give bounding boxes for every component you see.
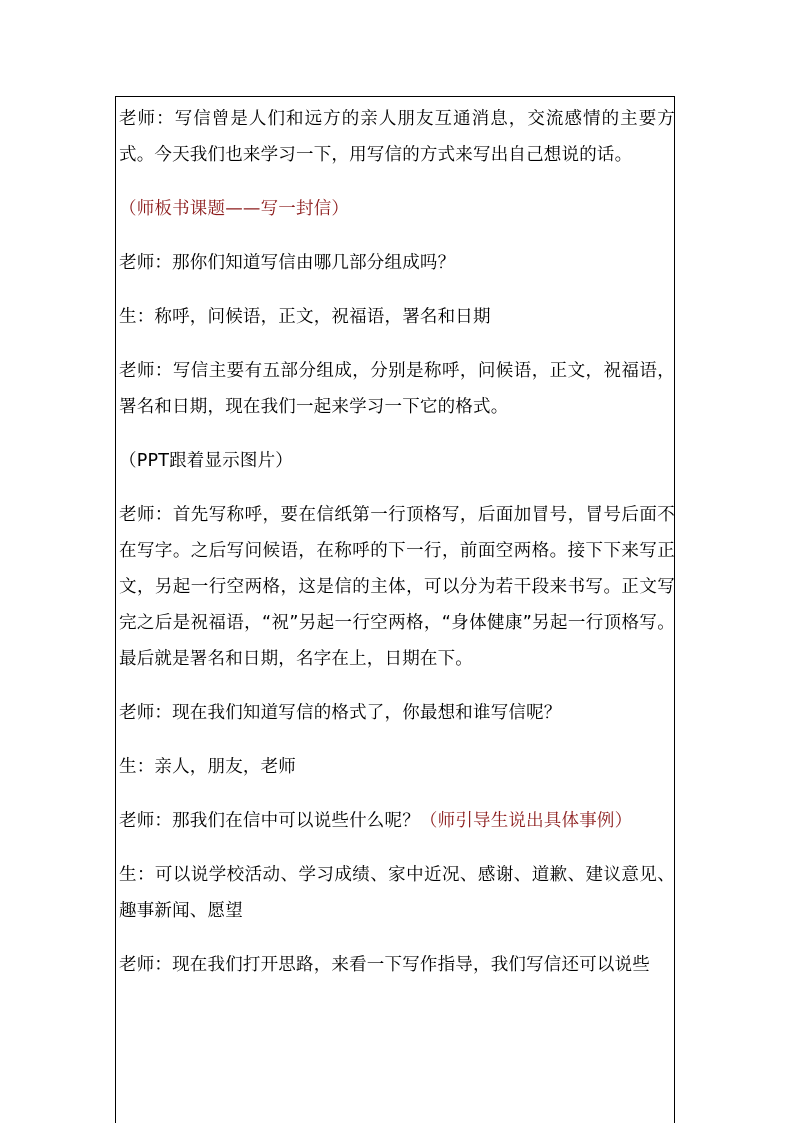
paragraph-teacher-question: 老师：那你们知道写信由哪几部分组成吗？ xyxy=(119,253,456,273)
paragraph-text: 可以说学校活动、学习成绩、家中近况、感谢、道歉、建议意见、趣事新闻、愿望 xyxy=(119,865,675,921)
paragraph-teacher-intro: 老师：写信曾是人们和远方的亲人朋友互通消息，交流感情的主要方式。今天我们也来学习一下，用写信的方式来写出自己想说的话。 xyxy=(119,109,675,165)
speaker-label: 老师 xyxy=(119,361,155,381)
paragraph-text: 写信主要有五部分组成，分别是称呼，问候语，正文，祝福语，署名和日期，现在我们一起来学习一下它的格式。 xyxy=(119,361,675,417)
paragraph-text: 称呼，问候语，正文，祝福语，署名和日期 xyxy=(154,307,491,327)
speaker-label: 生 xyxy=(119,307,137,327)
paragraph-teacher-five-parts: 老师：写信主要有五部分组成，分别是称呼，问候语，正文，祝福语，署名和日期，现在我们一起来学习一下它的格式。 xyxy=(119,361,675,417)
paragraph-teacher-guide: 老师：现在我们打开思路，来看一下写作指导，我们写信还可以说些 xyxy=(119,955,651,975)
speaker-label: 老师 xyxy=(119,109,157,129)
paragraph-teacher-who: 老师：现在我们知道写信的格式了，你最想和谁写信呢？ xyxy=(119,703,562,723)
speaker-label: 生 xyxy=(119,757,137,777)
speaker-label: 老师 xyxy=(119,253,155,273)
speaker-label: 老师 xyxy=(119,703,155,723)
lesson-transcript xyxy=(119,101,675,1001)
guide-note: （师引导生说出具体事例） xyxy=(419,811,633,831)
board-note: （师板书课题——写一封信） xyxy=(119,199,350,219)
paragraph-text: 那你们知道写信由哪几部分组成吗？ xyxy=(172,253,456,273)
speaker-label: 老师 xyxy=(119,811,155,831)
paragraph-text: 现在我们知道写信的格式了，你最想和谁写信呢？ xyxy=(172,703,562,723)
paragraph-teacher-content: 老师：那我们在信中可以说些什么呢？（师引导生说出具体事例） xyxy=(119,811,633,831)
paragraph-text: 首先写称呼，要在信纸第一行顶格写，后面加冒号，冒号后面不在写字。之后写问候语，在称呼的下一行，前面空两格。接下下来写正文，另起一行空两格，这是信的主体，可以分为若干段来书写。正文写完之后是祝福语，“祝”另起一行空两格，“身体健康”另起一行顶格写。最后就是署名和日期，名字在上，日期在下。 xyxy=(119,505,675,669)
paragraph-student-who: 生：亲人，朋友，老师 xyxy=(119,757,297,777)
speaker-label: 老师 xyxy=(119,505,155,525)
paragraph-student-content: 生：可以说学校活动、学习成绩、家中近况、感谢、道歉、建议意见、趣事新闻、愿望 xyxy=(119,865,675,921)
speaker-label: 生 xyxy=(119,865,137,885)
ppt-note: （PPT跟着显示图片） xyxy=(119,451,293,471)
paragraph-text: 那我们在信中可以说些什么呢？ xyxy=(172,811,420,831)
speaker-label: 老师 xyxy=(119,955,155,975)
paragraph-text: 写信曾是人们和远方的亲人朋友互通消息，交流感情的主要方式。今天我们也来学习一下，用写信的方式来写出自己想说的话。 xyxy=(119,109,675,165)
paragraph-text: 现在我们打开思路，来看一下写作指导，我们写信还可以说些 xyxy=(172,955,651,975)
paragraph-text: 亲人，朋友，老师 xyxy=(154,757,297,777)
paragraph-teacher-format: 老师：首先写称呼，要在信纸第一行顶格写，后面加冒号，冒号后面不在写字。之后写问候语，在称呼的下一行，前面空两格。接下下来写正文，另起一行空两格，这是信的主体，可以分为若干段来书写。正文写完之后是祝福语，“祝”另起一行空两格，“身体健康”另起一行顶格写。最后就是署名和日期，名字在上，日期在下。 xyxy=(119,505,675,669)
paragraph-student-answer: 生：称呼，问候语，正文，祝福语，署名和日期 xyxy=(119,307,491,327)
